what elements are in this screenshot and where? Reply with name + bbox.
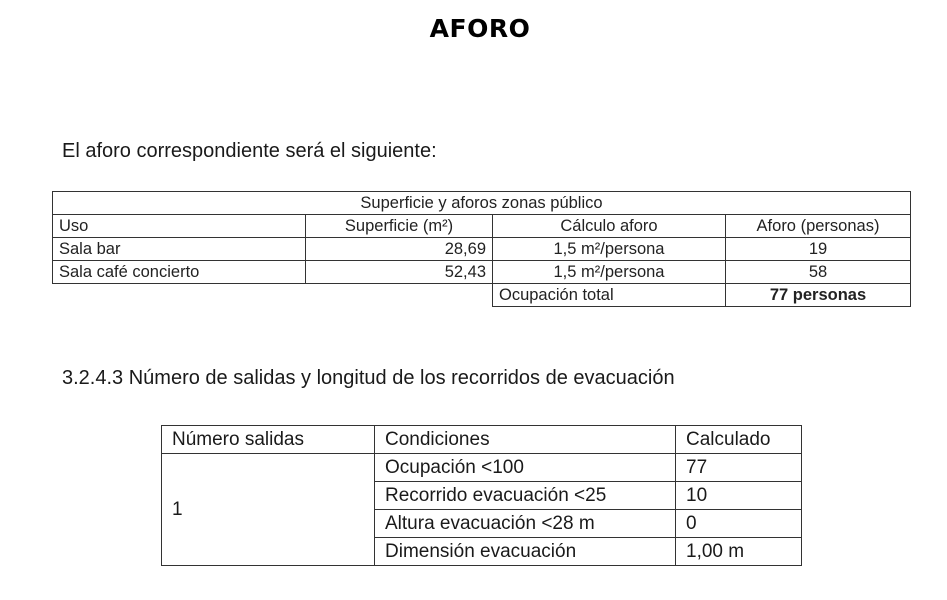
- intro-text: El aforo correspondiente será el siguiente:: [62, 140, 437, 162]
- total-value: 77 personas: [726, 284, 911, 307]
- cell-superficie: 28,69: [306, 238, 493, 261]
- total-row: [53, 284, 911, 307]
- cell-numero-salidas: 1: [162, 454, 375, 566]
- header-numero-salidas: Número salidas: [162, 426, 375, 454]
- aforo-table: [52, 191, 911, 307]
- cell-calculado: 0: [676, 510, 802, 538]
- header-calculo-aforo: Cálculo aforo: [493, 215, 726, 238]
- cell-uso: Sala bar: [53, 238, 306, 261]
- header-aforo-personas: Aforo (personas): [726, 215, 911, 238]
- cell-calculado: 1,00 m: [676, 538, 802, 566]
- header-condiciones: Condiciones: [375, 426, 676, 454]
- cell-calculado: 10: [676, 482, 802, 510]
- table-header-row: [162, 426, 802, 454]
- table-row: [53, 261, 911, 284]
- cell-uso: Sala café concierto: [53, 261, 306, 284]
- table-header-row: [53, 215, 911, 238]
- table-caption: Superficie y aforos zonas público: [53, 192, 911, 215]
- cell-condicion: Recorrido evacuación <25: [375, 482, 676, 510]
- cell-condicion: Ocupación <100: [375, 454, 676, 482]
- table-row: [53, 238, 911, 261]
- salidas-table: [161, 425, 802, 566]
- empty-cell: [53, 284, 493, 307]
- header-calculado: Calculado: [676, 426, 802, 454]
- cell-superficie: 52,43: [306, 261, 493, 284]
- cell-calculo-aforo: 1,5 m²/persona: [493, 238, 726, 261]
- cell-calculado: 77: [676, 454, 802, 482]
- cell-calculo-aforo: 1,5 m²/persona: [493, 261, 726, 284]
- header-superficie: Superficie (m²): [306, 215, 493, 238]
- section-heading: 3.2.4.3 Número de salidas y longitud de los recorridos de evacuación: [62, 367, 675, 389]
- cell-condicion: Altura evacuación <28 m: [375, 510, 676, 538]
- cell-aforo-personas: 58: [726, 261, 911, 284]
- cell-aforo-personas: 19: [726, 238, 911, 261]
- table-row: [162, 454, 802, 482]
- cell-condicion: Dimensión evacuación: [375, 538, 676, 566]
- table-caption-row: [53, 192, 911, 215]
- header-uso: Uso: [53, 215, 306, 238]
- total-label: Ocupación total: [493, 284, 726, 307]
- page-title: AFORO: [429, 14, 531, 43]
